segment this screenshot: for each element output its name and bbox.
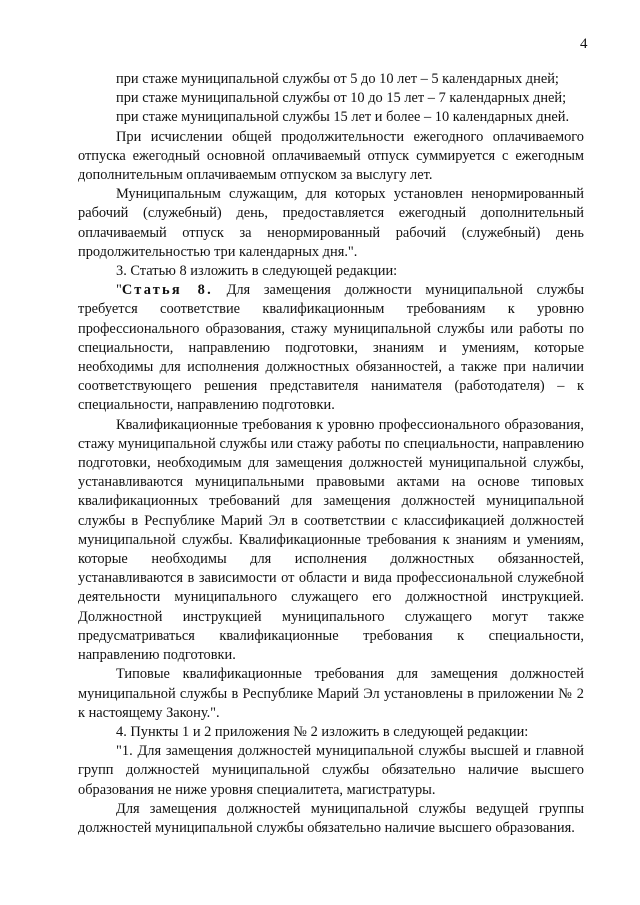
document-body <box>78 70 584 838</box>
open-quote: " <box>116 282 122 299</box>
article-8-paragraph <box>78 281 584 415</box>
paragraph: 3. Статью 8 изложить в следующей редакции: <box>116 263 398 280</box>
paragraph: При исчислении общей продолжительности ежегодного оплачиваемого отпуска ежегодный основной оплачиваемый отпуск суммируется с ежегодным дополнительным оплачиваемым отпуском за выслугу лет. <box>78 128 584 184</box>
paragraph: "1. Для замещения должностей муниципальной службы высшей и главной групп должностей муниципальной службы обязательно наличие высшего образования не ниже уровня специалитета, магистратуры. <box>78 743 584 798</box>
article-heading: Статья 8. <box>121 282 213 299</box>
page-number: 4 <box>580 36 588 52</box>
article-text: Для замещения должности муниципальной службы требуется соответствие квалификационным требованиям к уровню профессионального образования, стажу муниципальной службы или работы по специальности, направлению подготовки, знаниям и умениям, которые необходимы для исполнения должностных обязанностей, а также при наличии соответствующего решения представителя нанимателя (работодателя) – к специальности, направлению подготовки. <box>78 282 584 414</box>
paragraph: при стаже муниципальной службы от 5 до 10 лет – 5 календарных дней; <box>116 71 559 87</box>
paragraph: Для замещения должностей муниципальной службы ведущей группы должностей муниципальной службы обязательно наличие высшего образования. <box>78 800 584 836</box>
paragraph: Муниципальным служащим, для которых установлен ненормированный рабочий (служебный) день, предоставляется ежегодный дополнительный оплачиваемый отпуск за ненормированный рабочий (служебный) день продолжительностью три календарных дня.". <box>78 186 584 260</box>
paragraph: при стаже муниципальной службы 15 лет и более – 10 календарных дней. <box>116 109 570 126</box>
paragraph: при стаже муниципальной службы от 10 до 15 лет – 7 календарных дней; <box>116 90 567 107</box>
paragraph: Типовые квалификационные требования для замещения должностей муниципальной службы в Республике Марий Эл установлены в приложении № 2 к настоящему Закону.". <box>78 666 584 721</box>
paragraph: 4. Пункты 1 и 2 приложения № 2 изложить в следующей редакции: <box>116 723 529 740</box>
paragraph: Квалификационные требования к уровню профессионального образования, стажу муниципальной службы или стажу работы по специальности, направлению подготовки, необходимым для замещения должностей муниципальной службы, устанавливаются муниципальными правовыми актами на основе типовых квалификационных требований для замещения должностей муниципальной службы в Республике Марий Эл в соответствии с классификацией должностей муниципальной службы. Квалификационные требования к знаниям и умениям, которые необходимы для исполнения должностных обязанностей, устанавливаются в зависимости от области и вида профессиональной служебной деятельности муниципального служащего его должностной инструкцией. Должностной инструкцией муниципального служащего могут также предусматриваться квалификационные требования к специальности, направлению подготовки. <box>78 416 584 664</box>
